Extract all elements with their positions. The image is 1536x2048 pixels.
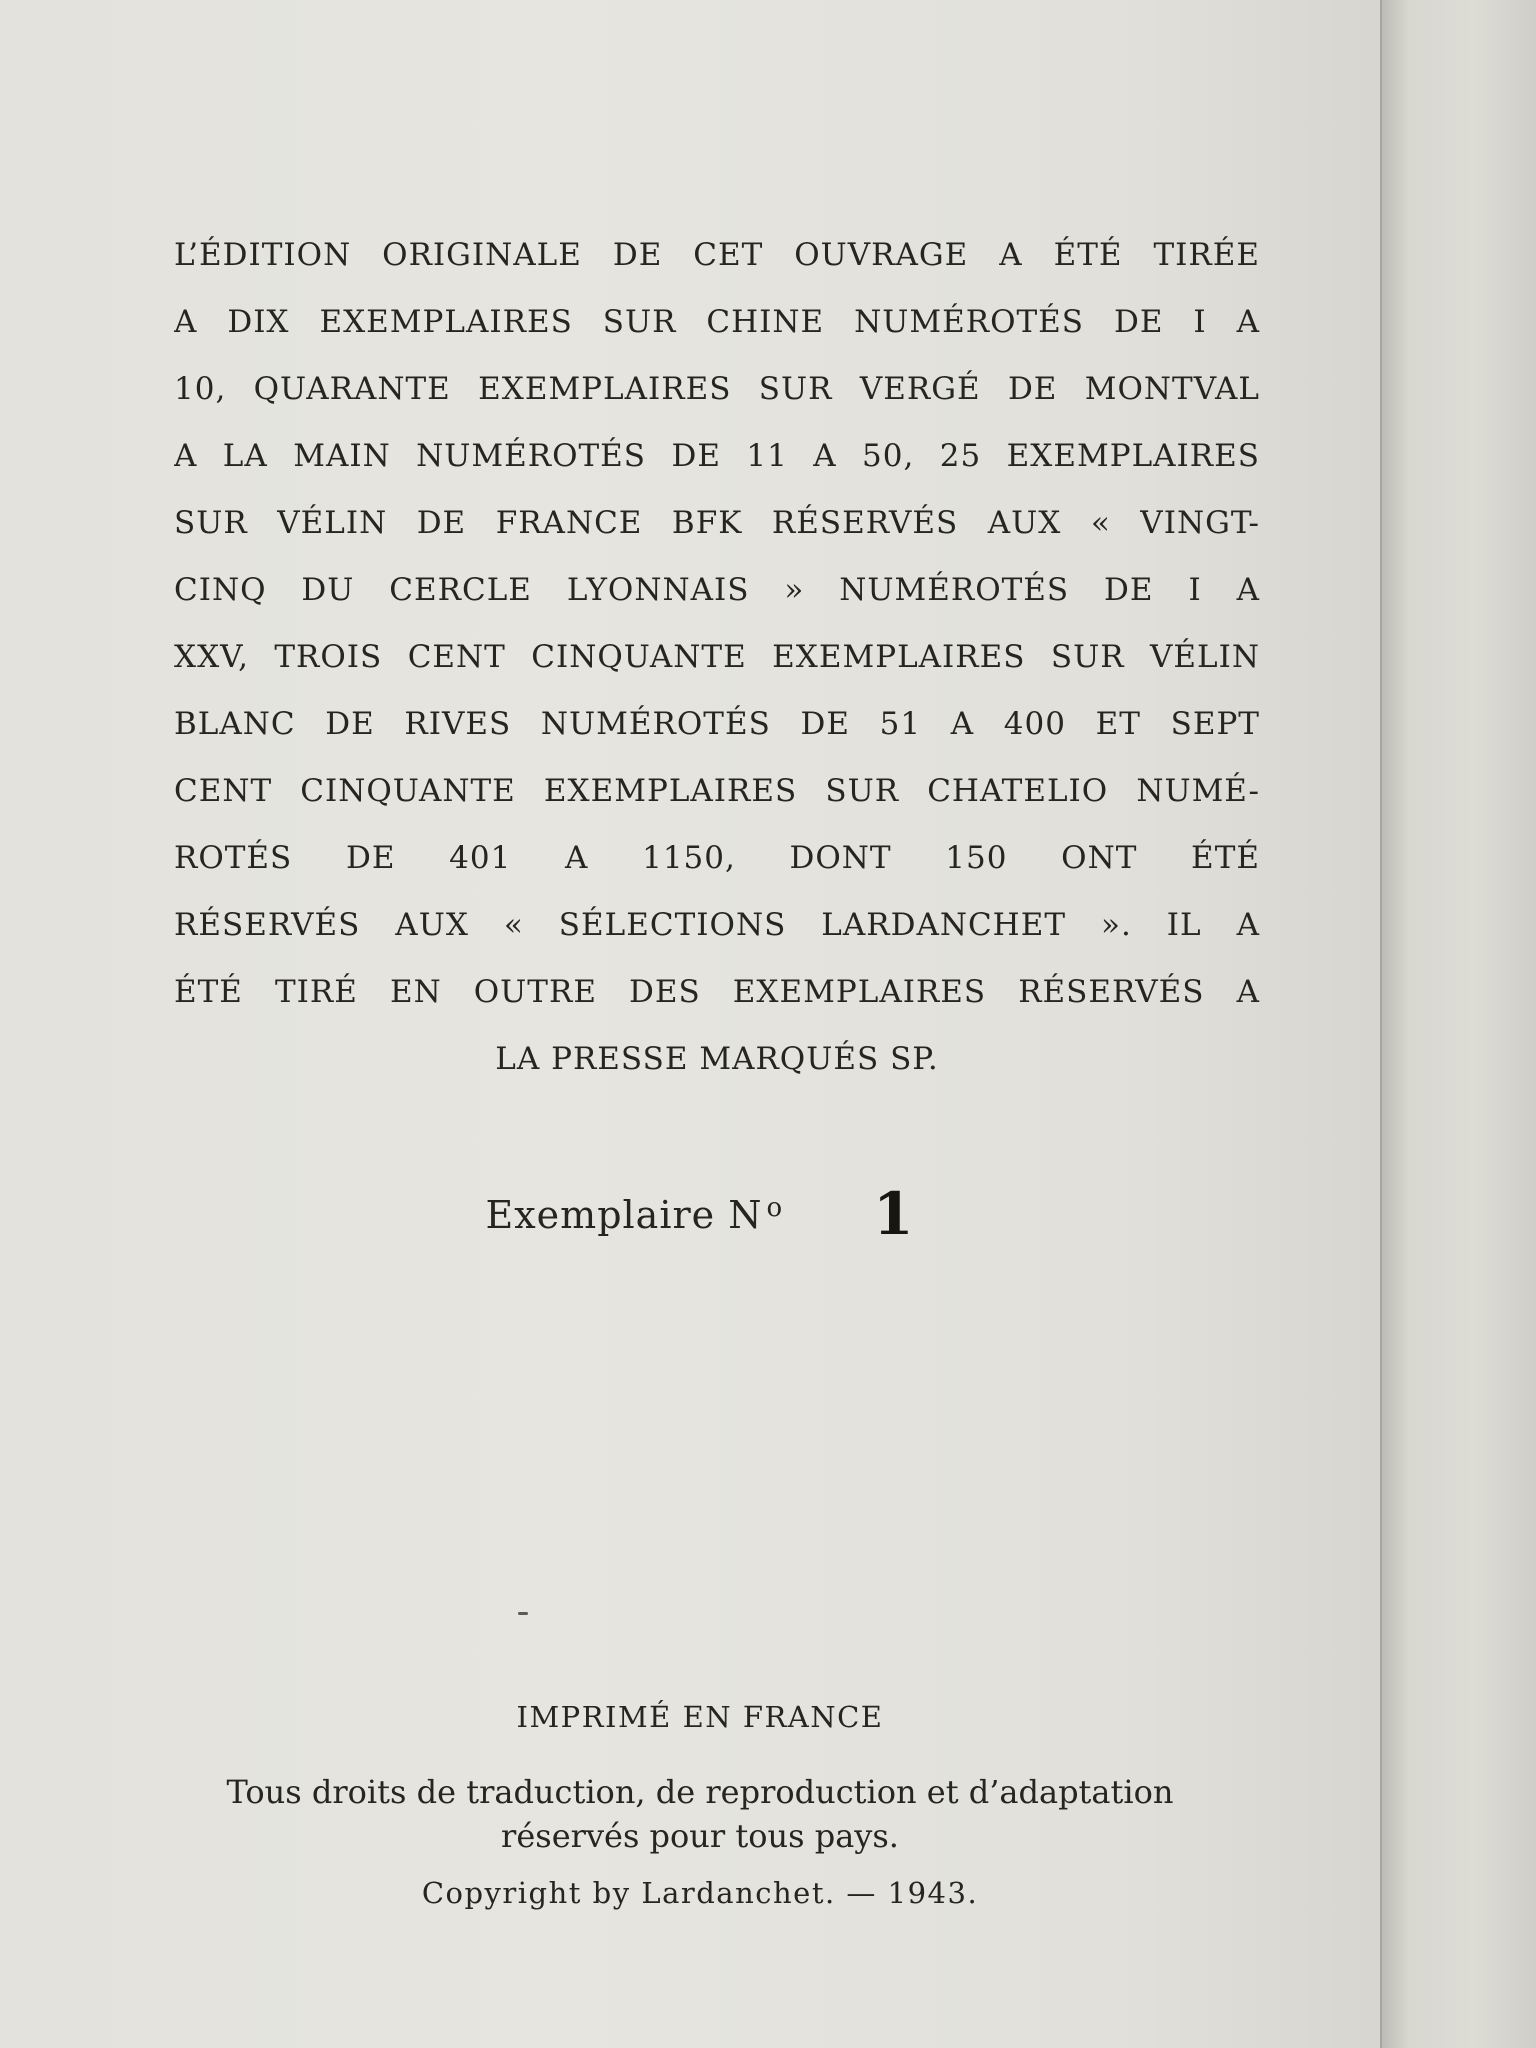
justification-line: 10, QUARANTE EXEMPLAIRES SUR VERGÉ DE MONTVAL (174, 371, 1260, 407)
justification-line: XXV, TROIS CENT CINQUANTE EXEMPLAIRES SUR VÉLIN (174, 639, 1260, 675)
justification-line: RÉSERVÉS AUX « SÉLECTIONS LARDANCHET ». IL A (174, 907, 1260, 943)
justification-line: A LA MAIN NUMÉROTÉS DE 11 A 50, 25 EXEMPLAIRES (174, 438, 1260, 474)
copy-number-line (0, 1180, 1400, 1250)
copy-number-superscript: o (766, 1193, 784, 1223)
justification-line: CENT CINQUANTE EXEMPLAIRES SUR CHATELIO NUMÉ- (174, 773, 1260, 809)
justification-line: ÉTÉ TIRÉ EN OUTRE DES EXEMPLAIRES RÉSERVÉS A (174, 974, 1260, 1010)
ink-speck (518, 1612, 528, 1615)
justification-line: ROTÉS DE 401 A 1150, DONT 150 ONT ÉTÉ (174, 840, 1260, 876)
justification-line: BLANC DE RIVES NUMÉROTÉS DE 51 A 400 ET SEPT (174, 706, 1260, 742)
book-gutter (1382, 0, 1536, 2048)
rights-line-2: réservés pour tous pays. (501, 1817, 899, 1855)
justification-paragraph (174, 222, 1260, 1093)
justification-line: CINQ DU CERCLE LYONNAIS » NUMÉROTÉS DE I A (174, 572, 1260, 608)
copyright-line: Copyright by Lardanchet. — 1943. (421, 1876, 979, 1910)
copy-number-stamp: 1 (873, 1180, 915, 1248)
justification-line-last: LA PRESSE MARQUÉS SP. (495, 1041, 939, 1077)
copy-number-label: Exemplaire N (485, 1193, 763, 1237)
justification-line: SUR VÉLIN DE FRANCE BFK RÉSERVÉS AUX « VINGT- (174, 505, 1260, 541)
rights-line-1: Tous droits de traduction, de reproduction et d’adaptation (226, 1773, 1174, 1811)
printed-in-line: IMPRIMÉ EN FRANCE (516, 1700, 884, 1734)
justification-line: L’ÉDITION ORIGINALE DE CET OUVRAGE A ÉTÉ TIRÉE (174, 237, 1260, 273)
rights-notice (0, 1770, 1400, 1858)
justification-line: A DIX EXEMPLAIRES SUR CHINE NUMÉROTÉS DE I A (174, 304, 1260, 340)
